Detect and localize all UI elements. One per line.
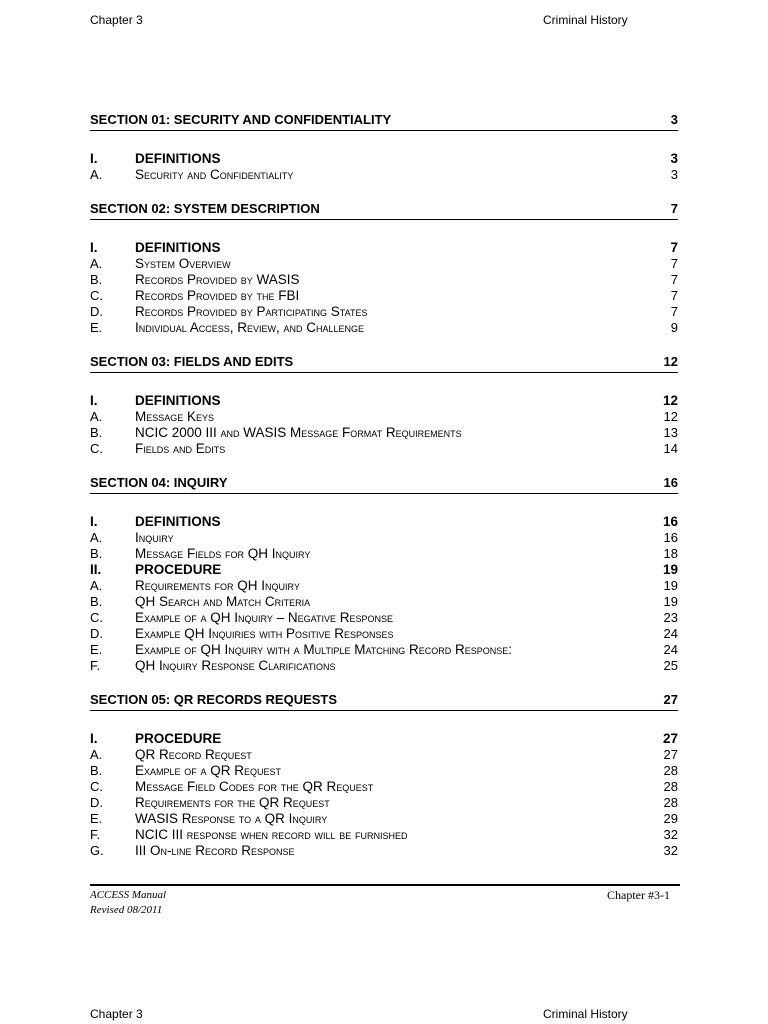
entry-label: DEFINITIONS [135,514,221,529]
entry-label: Requirements for QH Inquiry [135,578,300,593]
section-page-number: 3 [670,112,678,127]
entry-marker: B. [90,425,103,440]
toc-group-row[interactable] [90,514,678,530]
entry-page-number: 16 [662,514,678,529]
entry-label: Security and Confidentiality [135,167,294,182]
entry-page-number: 18 [663,546,678,561]
entry-page-number: 19 [663,578,678,593]
toc-entry-row[interactable] [90,578,678,594]
entry-page-number: 24 [663,642,678,657]
footer-page-number: Chapter #3-1 [607,888,670,902]
footer-manual-info [90,888,166,918]
entry-marker: I. [90,240,98,255]
toc-entry-row[interactable] [90,610,678,626]
toc-entry-row[interactable] [90,658,678,674]
entry-page-number: 27 [662,731,678,746]
table-of-contents [90,112,678,859]
entry-marker: C. [90,288,103,303]
entry-marker: C. [90,441,103,456]
entry-marker: D. [90,626,103,641]
toc-entry-row[interactable] [90,626,678,642]
entry-marker: C. [90,610,103,625]
entry-label: Fields and Edits [135,441,226,456]
entry-label: Requirements for the QR Request [135,795,330,810]
section-title: SECTION 04: INQUIRY [90,475,228,490]
entry-marker: A. [90,578,103,593]
entry-label: Records Provided by WASIS [135,272,300,287]
entry-label: NCIC III response when record will be furnished [135,827,408,842]
toc-entry-row[interactable] [90,546,678,562]
toc-section [90,112,678,201]
entry-label: Message Fields for QH Inquiry [135,546,311,561]
entry-label: Example of a QH Inquiry – Negative Response [135,610,393,625]
entry-label: Individual Access, Review, and Challenge [135,320,365,335]
entry-page-number: 32 [663,843,678,858]
entry-label: Inquiry [135,530,174,545]
toc-entry-row[interactable] [90,763,678,779]
toc-group-row[interactable] [90,240,678,256]
entry-marker: A. [90,747,103,762]
toc-entry-row[interactable] [90,256,678,272]
entry-marker: C. [90,779,103,794]
next-header-chapter: Chapter 3 [90,1007,143,1021]
toc-entry-row[interactable] [90,642,678,658]
entry-page-number: 3 [670,167,678,182]
entry-page-number: 28 [663,763,678,778]
entry-page-number: 3 [670,151,678,166]
entry-label: Records Provided by Participating States [135,304,368,319]
footer-divider [90,884,680,886]
section-heading[interactable] [90,201,678,220]
entry-label: Records Provided by the FBI [135,288,300,303]
header-title: Criminal History [543,13,628,27]
toc-entry-row[interactable] [90,167,678,183]
entry-label: QH Inquiry Response Clarifications [135,658,336,673]
entry-label: DEFINITIONS [135,240,221,255]
toc-entry-row[interactable] [90,288,678,304]
entry-label: NCIC 2000 III and WASIS Message Format Requirements [135,425,462,440]
entry-page-number: 7 [670,272,678,287]
section-heading[interactable] [90,692,678,711]
toc-section [90,475,678,692]
entry-page-number: 16 [663,530,678,545]
entry-label: Example QH Inquiries with Positive Responses [135,626,394,641]
entry-page-number: 28 [663,779,678,794]
entry-marker: E. [90,320,103,335]
entry-label: Example of QH Inquiry with a Multiple Matching Record Response: [135,642,513,657]
entry-label: PROCEDURE [135,562,222,577]
entry-page-number: 19 [663,594,678,609]
entry-page-number: 13 [663,425,678,440]
footer-manual-name: ACCESS Manual [90,889,167,901]
entry-marker: F. [90,827,101,842]
section-heading[interactable] [90,475,678,494]
entry-page-number: 7 [670,304,678,319]
toc-entry-row[interactable] [90,409,678,425]
entry-marker: I. [90,731,98,746]
entry-marker: A. [90,530,103,545]
entry-label: Example of a QR Request [135,763,282,778]
entry-marker: F. [90,658,101,673]
entry-page-number: 19 [662,562,678,577]
toc-entry-row[interactable] [90,811,678,827]
section-page-number: 12 [663,354,678,369]
section-heading[interactable] [90,112,678,131]
toc-group-row[interactable] [90,731,678,747]
header-chapter: Chapter 3 [90,13,143,27]
entry-page-number: 7 [670,288,678,303]
footer-revised-date: Revised 08/2011 [90,904,163,916]
entry-marker: B. [90,594,103,609]
entry-marker: D. [90,304,103,319]
entry-page-number: 12 [662,393,678,408]
toc-entry-row[interactable] [90,779,678,795]
toc-entry-row[interactable] [90,843,678,859]
section-title: SECTION 05: QR RECORDS REQUESTS [90,692,338,707]
toc-section [90,692,678,859]
toc-group-row[interactable] [90,393,678,409]
entry-label: DEFINITIONS [135,393,221,408]
entry-page-number: 29 [663,811,678,826]
entry-label: QR Record Request [135,747,252,762]
section-title: SECTION 01: SECURITY AND CONFIDENTIALITY [90,112,392,127]
toc-group-row[interactable] [90,562,678,578]
entry-marker: B. [90,546,103,561]
entry-label: DEFINITIONS [135,151,221,166]
section-title: SECTION 03: FIELDS AND EDITS [90,354,294,369]
entry-label: Message Field Codes for the QR Request [135,779,374,794]
entry-marker: I. [90,151,98,166]
entry-label: PROCEDURE [135,731,222,746]
entry-label: System Overview [135,256,231,271]
entry-marker: II. [90,562,102,577]
entry-label: III On-line Record Response [135,843,295,858]
section-page-number: 27 [663,692,678,707]
entry-page-number: 25 [663,658,678,673]
entry-marker: D. [90,795,103,810]
entry-page-number: 12 [663,409,678,424]
toc-entry-row[interactable] [90,320,678,336]
entry-marker: A. [90,167,103,182]
entry-page-number: 27 [663,747,678,762]
section-title: SECTION 02: SYSTEM DESCRIPTION [90,201,320,216]
toc-section [90,354,678,475]
toc-group-row[interactable] [90,151,678,167]
toc-entry-row[interactable] [90,827,678,843]
entry-marker: I. [90,514,98,529]
section-page-number: 7 [670,201,678,216]
entry-label: Message Keys [135,409,215,424]
entry-label: QH Search and Match Criteria [135,594,311,609]
entry-marker: B. [90,272,103,287]
toc-section [90,201,678,354]
entry-page-number: 32 [663,827,678,842]
toc-entry-row[interactable] [90,425,678,441]
entry-page-number: 23 [663,610,678,625]
next-header-title: Criminal History [543,1007,628,1021]
entry-page-number: 9 [670,320,678,335]
section-page-number: 16 [663,475,678,490]
entry-marker: A. [90,409,103,424]
toc-entry-row[interactable] [90,530,678,546]
entry-marker: E. [90,811,103,826]
toc-entry-row[interactable] [90,441,678,457]
entry-page-number: 24 [663,626,678,641]
entry-page-number: 28 [663,795,678,810]
entry-marker: B. [90,763,103,778]
entry-page-number: 14 [663,441,678,456]
toc-entry-row[interactable] [90,795,678,811]
entry-marker: G. [90,843,104,858]
entry-marker: E. [90,642,103,657]
entry-marker: A. [90,256,103,271]
entry-label: WASIS Response to a QR Inquiry [135,811,328,826]
toc-entry-row[interactable] [90,272,678,288]
toc-entry-row[interactable] [90,304,678,320]
toc-entry-row[interactable] [90,747,678,763]
entry-marker: I. [90,393,98,408]
entry-page-number: 7 [670,256,678,271]
toc-entry-row[interactable] [90,594,678,610]
section-heading[interactable] [90,354,678,373]
entry-page-number: 7 [670,240,678,255]
